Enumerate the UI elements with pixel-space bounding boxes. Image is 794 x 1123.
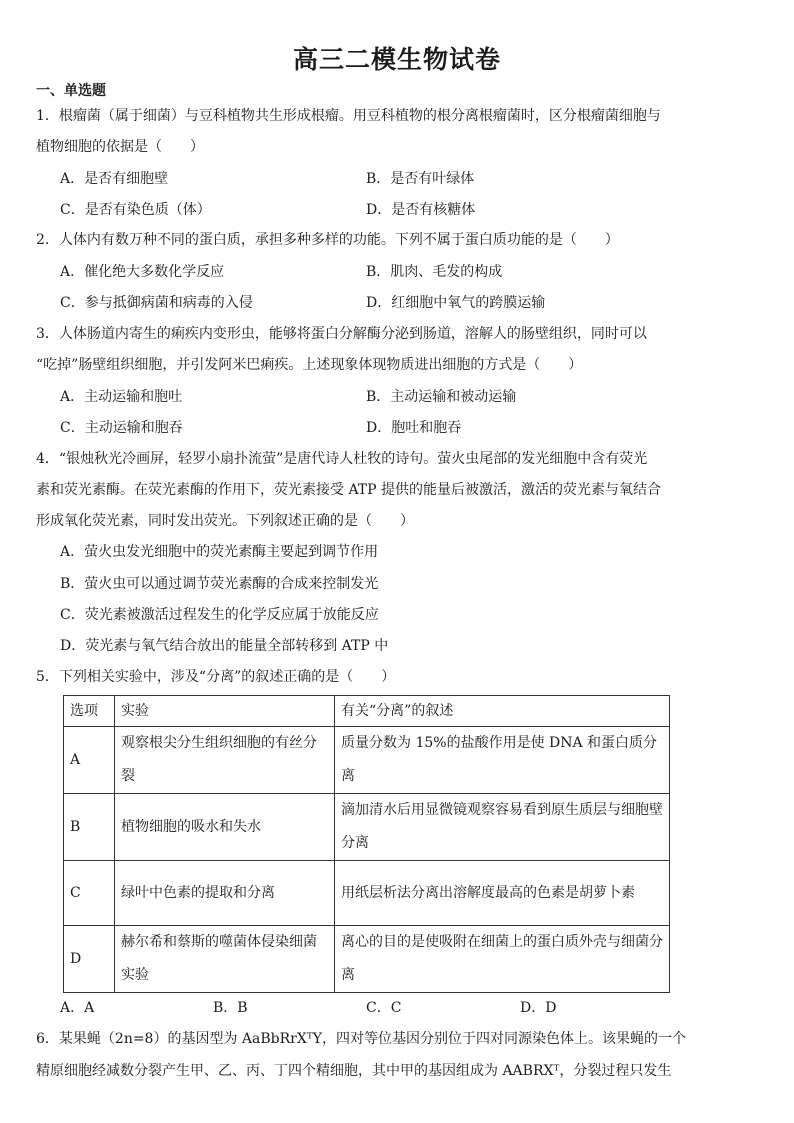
q4-stem-line-1: 4．“银烛秋光冷画屏，轻罗小扇扑流萤”是唐代诗人杜牧的诗句。萤火虫尾部的发光细胞中含有荧光 xyxy=(36,451,648,467)
table-cell-experiment: 绿叶中色素的提取和分离 xyxy=(115,861,335,926)
q1-option-d: D．是否有核糖体 xyxy=(366,202,476,218)
q4-option-b: B．萤火虫可以通过调节荧光素酶的合成来控制发光 xyxy=(60,576,379,592)
q3-stem-line-2: “吃掉”肠壁组织细胞，并引发阿米巴痢疾。上述现象体现物质进出细胞的方式是（ ） xyxy=(36,357,583,373)
table-row xyxy=(64,861,670,926)
q2-option-d: D．红细胞中氧气的跨膜运输 xyxy=(366,295,546,311)
table-cell-description: 离心的目的是使吸附在细菌上的蛋白质外壳与细菌分离 xyxy=(335,926,670,993)
q1-option-a: A．是否有细胞壁 xyxy=(60,171,169,187)
q6-stem-line-1: 6．某果蝇（2n=8）的基因型为 AaBbRrXᵀY，四对等位基因分别位于四对同源染色体上。该果蝇的一个 xyxy=(36,1031,686,1047)
table-cell-experiment: 观察根尖分生组织细胞的有丝分裂 xyxy=(115,727,335,794)
table-header-cell: 选项 xyxy=(64,696,115,727)
q4-option-a: A．萤火虫发光细胞中的荧光素酶主要起到调节作用 xyxy=(60,544,379,560)
table-cell-experiment: 植物细胞的吸水和失水 xyxy=(115,794,335,861)
q5-option-b: B．B xyxy=(213,1000,248,1016)
table-cell-description: 质量分数为 15%的盐酸作用是使 DNA 和蛋白质分离 xyxy=(335,727,670,794)
q5-option-d: D．D xyxy=(520,1000,557,1016)
table-header-row xyxy=(64,696,670,727)
table-cell-experiment: 赫尔希和蔡斯的噬菌体侵染细菌实验 xyxy=(115,926,335,993)
q5-option-c: C．C xyxy=(366,1000,402,1016)
page-title: 高三二模生物试卷 xyxy=(292,45,501,74)
q6-stem-line-2: 精原细胞经减数分裂产生甲、乙、丙、丁四个精细胞，其中甲的基因组成为 AABRXᵀ，分裂过程只发生 xyxy=(36,1063,672,1079)
q3-option-d: D．胞吐和胞吞 xyxy=(366,420,462,436)
q5-table xyxy=(63,695,670,993)
q1-stem-line-1: 1．根瘤菌（属于细菌）与豆科植物共生形成根瘤。用豆科植物的根分离根瘤菌时，区分根瘤菌细胞与 xyxy=(36,108,661,124)
table-row xyxy=(64,727,670,794)
table-cell-description: 用纸层析法分离出溶解度最高的色素是胡萝卜素 xyxy=(335,861,670,926)
q3-option-c: C．主动运输和胞吞 xyxy=(60,420,183,436)
q5-option-a: A．A xyxy=(60,1000,95,1016)
q5-stem-line-1: 5．下列相关实验中，涉及“分离”的叙述正确的是（ ） xyxy=(36,669,396,685)
q1-stem-line-2: 植物细胞的依据是（ ） xyxy=(36,139,204,155)
section-heading: 一、单选题 xyxy=(36,83,106,99)
table-cell-option: A xyxy=(64,727,115,794)
q4-option-c: C．荧光素被激活过程发生的化学反应属于放能反应 xyxy=(60,607,379,623)
table-header-cell: 有关“分离”的叙述 xyxy=(335,696,670,727)
q2-option-a: A．催化绝大多数化学反应 xyxy=(60,264,225,280)
q1-option-b: B．是否有叶绿体 xyxy=(366,171,475,187)
table-row xyxy=(64,794,670,861)
q2-option-b: B．肌肉、毛发的构成 xyxy=(366,264,503,280)
q1-option-c: C．是否有染色质（体） xyxy=(60,202,211,218)
q4-stem-line-3: 形成氧化荧光素，同时发出荧光。下列叙述正确的是（ ） xyxy=(36,513,414,529)
q2-option-c: C．参与抵御病菌和病毒的入侵 xyxy=(60,295,253,311)
q4-option-d: D．荧光素与氧气结合放出的能量全部转移到 ATP 中 xyxy=(60,638,389,654)
q2-stem-line-1: 2．人体内有数万种不同的蛋白质，承担多种多样的功能。下列不属于蛋白质功能的是（ ） xyxy=(36,232,619,248)
q3-option-b: B．主动运输和被动运输 xyxy=(366,389,517,405)
table-cell-option: D xyxy=(64,926,115,993)
q3-option-a: A．主动运输和胞吐 xyxy=(60,389,183,405)
table-cell-description: 滴加清水后用显微镜观察容易看到原生质层与细胞壁分离 xyxy=(335,794,670,861)
q4-stem-line-2: 素和荧光素酶。在荧光素酶的作用下，荧光素接受 ATP 提供的能量后被激活，激活的荧光素与氧结合 xyxy=(36,482,662,498)
table-cell-option: C xyxy=(64,861,115,926)
table-header-cell: 实验 xyxy=(115,696,335,727)
table-row xyxy=(64,926,670,993)
q3-stem-line-1: 3．人体肠道内寄生的痢疾内变形虫，能够将蛋白分解酶分泌到肠道，溶解人的肠壁组织，同时可以 xyxy=(36,326,647,342)
table-cell-option: B xyxy=(64,794,115,861)
